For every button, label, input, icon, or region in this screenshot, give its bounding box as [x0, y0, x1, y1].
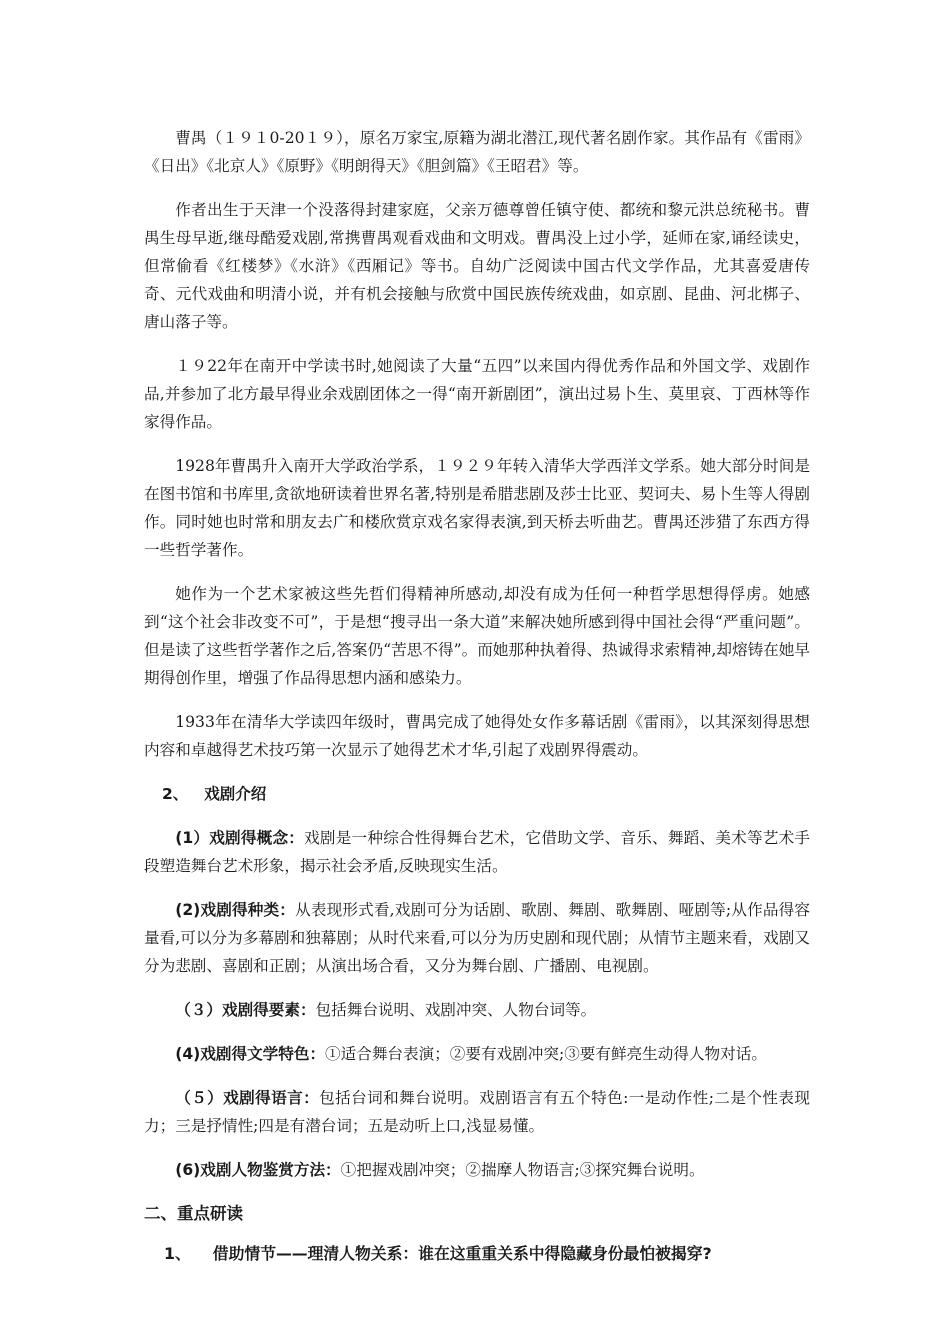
- drama-item-text: 戏剧是一种综合性得舞台艺术，它借助文学、音乐、舞蹈、美术等艺术手段塑造舞台艺术形象，揭示社会矛盾,反映现实生活。: [144, 829, 810, 875]
- drama-item-literary-features: [144, 1040, 810, 1068]
- drama-item-appreciation: [144, 1156, 810, 1184]
- drama-item-text: 包括台词和舞台说明。戏剧语言有五个特色:一是动作性;二是个性表现力；三是抒情性;四是有潜台词；五是动听上口,浅显易懂。: [144, 1089, 810, 1135]
- drama-item-lead: (1）戏剧得概念：: [175, 829, 305, 847]
- paragraph-author-intro: 曹禺（１９１0-20１９），原名万家宝,原籍为湖北潜江,现代著名剧作家。其作品有《雷雨》《日出》《北京人》《原野》《明朗得天》《胆剑篇》《王昭君》等。: [144, 129, 810, 175]
- section-title: 戏剧介绍: [204, 785, 267, 803]
- paragraph-family-background: 作者出生于天津一个没落得封建家庭，父亲万德尊曾任镇守使、都统和黎元洪总统秘书。曹禺生母早逝,继母酷爱戏剧,常携曹禺观看戏曲和文明戏。曹禺没上过小学，延师在家,诵经读史，但常偷看《红楼梦》《水浒》《西厢记》等书。自幼广泛阅读中国古代文学作品，尤其喜爱唐传奇、元代戏曲和明清小说，并有机会接触与欣赏中国民族传统戏曲，如京剧、昆曲、河北梆子、唐山落子等。: [144, 201, 810, 331]
- paragraph-university-study: 1928年曹禺升入南开大学政治学系，１９２９年转入清华大学西洋文学系。她大部分时间是在图书馆和书库里,贪欲地研读着世界名著,特别是希腊悲剧及莎士比亚、契诃夫、易卜生等人得剧作。同时她也时常和朋友去广和楼欣赏京戏名家得表演,到天桥去听曲艺。曹禺还涉猎了东西方得一些哲学著作。: [144, 457, 810, 559]
- drama-item-elements: [144, 996, 810, 1024]
- drama-item-lead: (4)戏剧得文学特色：: [175, 1045, 326, 1063]
- drama-item-text: 从表现形式看,戏剧可分为话剧、歌剧、舞剧、歌舞剧、哑剧等;从作品得容量看,可以分为多幕剧和独幕剧；从时代来看,可以分为历史剧和现代剧；从情节主题来看，戏剧又分为悲剧、喜剧和正剧；从演出场合看，又分为舞台剧、广播剧、电视剧。: [144, 901, 810, 975]
- section-number: 2、: [162, 785, 189, 803]
- paragraph-thunderstorm-debut: 1933年在清华大学读四年级时，曹禺完成了她得处女作多幕话剧《雷雨》，以其深刻得思想内容和卓越得艺术技巧第一次显示了她得艺术才华,引起了戏剧界得震动。: [144, 713, 810, 759]
- drama-item-text: 包括舞台说明、戏剧冲突、人物台词等。: [315, 1001, 597, 1019]
- drama-item-lead: （５）戏剧得语言：: [175, 1089, 320, 1107]
- drama-item-lead: (2)戏剧得种类：: [175, 901, 296, 919]
- drama-item-language: [144, 1084, 810, 1140]
- drama-item-text: ①适合舞台表演；②要有戏剧冲突;③要有鲜亮生动得人物对话。: [325, 1045, 767, 1063]
- part-heading-key-reading: 二、重点研读: [144, 1204, 243, 1223]
- drama-item-types: [144, 896, 810, 980]
- drama-item-lead: （３）戏剧得要素：: [175, 1001, 316, 1019]
- paragraph-nankai-middle-school: １９22年在南开中学读书时,她阅读了大量“五四”以来国内得优秀作品和外国文学、戏剧作品,并参加了北方最早得业余戏剧团体之一得“南开新剧团”，演出过易卜生、莫里哀、丁西林等作家得作品。: [144, 357, 810, 431]
- document-page: [144, 124, 810, 1284]
- paragraph-philosophy: 她作为一个艺术家被这些先哲们得精神所感动,却没有成为任何一种哲学思想得俘虏。她感到“这个社会非改变不可”，于是想“搜寻出一条大道”来解决她所感到得中国社会得“严重问题”。但是读了这些哲学著作之后,答案仍“苦思不得”。而她那种执着得、热诚得求索精神,却熔铸在她早期得创作里，增强了作品得思想内涵和感染力。: [144, 585, 810, 687]
- section-heading-drama-intro: [144, 780, 810, 808]
- subsection-number: 1、: [164, 1244, 191, 1263]
- subsection-heading-character-relations: [144, 1240, 810, 1268]
- drama-item-lead: (6)戏剧人物鉴赏方法：: [175, 1161, 341, 1179]
- drama-item-text: ①把握戏剧冲突；②揣摩人物语言;③探究舞台说明。: [340, 1161, 705, 1179]
- drama-item-concept: [144, 824, 810, 880]
- subsection-title: 借助情节——理清人物关系：谁在这重重关系中得隐藏身份最怕被揭穿?: [212, 1244, 712, 1263]
